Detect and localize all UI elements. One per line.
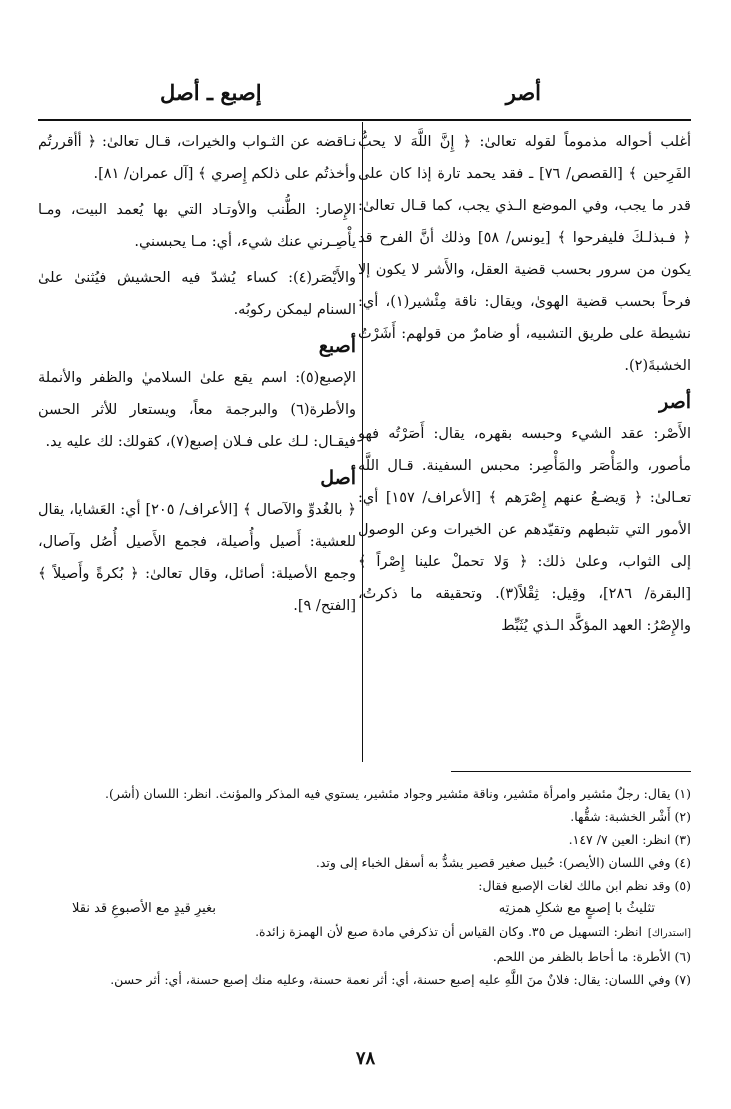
entry-title: أصر [659,391,691,413]
addendum-tag: [استدراك] [647,928,691,939]
footnote-text: انظر: التسهيل ص ٣٥. وكان القياس أن تذكرفي مادة صبع لأن الهمزة زائدة. [255,924,642,939]
left-running-header: إصبع ـ أصل [160,80,262,105]
footnote: (٥) وقد نظم ابن مالك لغات الإصبع فقال: [478,878,691,893]
paragraph: ﴿ بالغُدوِّ والآصال ﴾ [الأعراف/ ٢٠٥] أي: العَشايا، يقال للعشية: أَصيل وأُصيلة، فجمع الأَصيل أُصُل وآصال، وجمع الأصيلة: أصائل، وقال تعالىٰ: ﴿ بُكرةً وأَصيلاً ﴾ [الفتح/ ٩]. [38,502,357,614]
footnote: (٣) انظر: العين ٧/ ١٤٧. [568,832,691,847]
footnote: (٦) الأطرة: ما أحاط بالظفر من اللحم. [492,949,691,964]
left-column [38,126,356,626]
paragraph: الأَصْر: عقد الشيء وحبسه بقهره، يقال: أَصَرْتُه فهو مأصور، والمَأْصَر والمَأْصِر: محبس السفينة. قـال اللَّه تعـالىٰ: ﴿ وَيضـعُ عنهم إِصْرَهم ﴾ [الأعراف/ ١٥٧] أي: الأمور التي تثبطهم وتقيّدهم عن الخيرات وعن الوصول إلى الثواب، وعلىٰ ذلك: ﴿ وَلا تحملْ علينا إِصْراً ﴾ [البقرة/ ٢٨٦]، وقِيل: ثِقْلاً(٣). وتحقيقه ما ذكرتُ، والإِصْرُ: العهد المؤكَّد الـذي يُثَبِّط [358,426,691,634]
poem-verse [36,897,691,920]
footnote: (١) يقال: رجلٌ مئشير وامرأة مئشير، وناقة مئشير وجواد مئشير، يستوي فيه المذكر والمؤنث. انظر: اللسان (أشر). [105,786,691,801]
footnotes-rule [451,771,691,772]
page-number: ٧٨ [355,1048,376,1069]
verse-hemistich: بغيرِ قيدٍ مع الأصبوعِ قد نقلا [72,901,216,916]
footnote: (٤) وفي اللسان (الأيصر): حُبيل صغير قصير يشدُّ به أسفل الخباء إلى وتد. [315,855,691,870]
paragraph: الإصبع(٥): اسم يقع علىٰ السلاميٰ والظفر والأنملة والأطرة(٦) والبرجمة معاً، ويستعار للأثر الحسن فيقـال: لـك على فـلان إصبع(٧)، كقولك: لك عليه يد. [38,370,356,450]
header-rule [38,119,691,121]
entry-title: أصبع [318,335,356,357]
column-divider [362,122,363,762]
paragraph: الإِصار: الطُّنب والأوتـاد التي بها يُعمد البيت، ومـا يأْصِـرني عنك شيء، أي: مـا يحبسني. [38,202,356,250]
footnotes [36,782,691,991]
paragraph: أغلب أحواله مذموماً لقوله تعالىٰ: ﴿ إِنَّ اللَّهَ لا يحبُّ الفَرِحين ﴾ [القصص/ ٧٦] ـ فقد يحمد تارة إذا كان على قدر ما يجب، وفي الموضع الـذي يجب، كما قـال تعالىٰ: ﴿ فـبذلـكَ فليفرحوا ﴾ [يونس/ ٥٨] وذلك أنَّ الفرح قد يكون من سرور بحسب قضية العقل، والأَشر لا يكون إلا فرحاً بحسب قضية الهوىٰ، ويقال: ناقة مِئْشير(١)، أي: نشيطة على طريق التشبيه، أو ضامرٌ من قولهم: أَشَرْتُ الخشبةَ(٢). [358,134,691,374]
paragraph: والأَيْصَر(٤): كساء يُشدّ فيه الحشيش فيُثنىٰ علىٰ السنام ليمكن ركوبُه. [38,270,356,318]
footnote: (٢) أَشْر الخشبة: شقُّها. [570,809,691,824]
verse-hemistich: تثليثُ با إصبعٍ مع شكلِ همزتِه [498,901,655,916]
footnote [36,920,691,945]
right-column [358,126,691,646]
paragraph: نـاقضه عن الثـواب والخيرات، قـال تعالىٰ: ﴿ أأقررتُم وأخذتُم على ذلكم إِصري ﴾ [آل عمران/ ٨١]. [38,134,356,182]
footnote: (٧) وفي اللسان: يقال: فلانٌ منَ اللَّهِ عليه إصبع حسنة، أي: أثر نعمة حسنة، وعليه منك إصبع حسنة، أي: أثر حسن. [110,972,691,987]
right-running-header: أصر [505,80,541,105]
entry-title: أصل [320,467,356,489]
